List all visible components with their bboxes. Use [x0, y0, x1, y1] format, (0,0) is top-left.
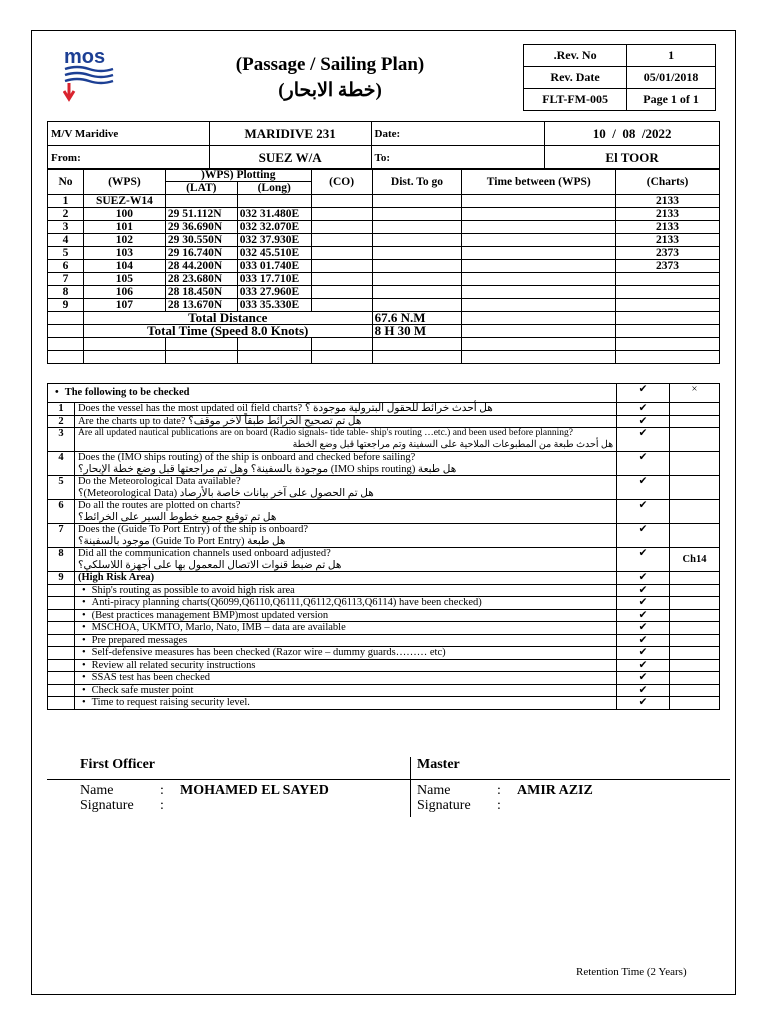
table-cell [670, 476, 720, 500]
table-cell [670, 672, 720, 685]
table-row [48, 247, 720, 260]
table-cell [616, 338, 720, 351]
table-cell: • Check safe muster point [74, 684, 616, 697]
table-cell [48, 584, 75, 597]
table-cell: Does the vessel has the most updated oil field charts? هل أحدث خرائط للحقول البترولية موجودة ؟ [74, 403, 616, 416]
table-cell: 29 30.550N [165, 234, 237, 247]
total-distance-label: Total Distance [83, 312, 372, 325]
master-name: AMIR AZIZ [517, 783, 593, 798]
table-cell [311, 247, 372, 260]
table-cell [670, 524, 720, 548]
cross-icon: × [670, 384, 720, 403]
table-cell: 3 [48, 428, 75, 452]
table-cell [311, 195, 372, 208]
check-icon: ✔ [617, 403, 670, 416]
table-cell [670, 622, 720, 635]
table-cell [372, 208, 462, 221]
col-plotting: )WPS) Plotting [165, 169, 311, 182]
table-cell: 2133 [616, 195, 720, 208]
voyage-info-table [47, 121, 720, 170]
table-cell: SUEZ-W14 [83, 195, 165, 208]
rev-value: Page 1 of 1 [627, 89, 716, 111]
table-row [48, 260, 720, 273]
table-row [48, 195, 720, 208]
check-icon: ✔ [617, 500, 670, 524]
retention-note: Retention Time (2 Years) [576, 966, 687, 978]
table-cell: Does the (IMO ships routing) of the ship is onboard and checked before sailing? هل طبعة (IMO ships routing) موجودة بالسفينة؟ وهل تم مراجعتها قبل وضع خطة الإبحار؟ [74, 452, 616, 476]
total-distance-value: 67.6 N.M [372, 312, 462, 325]
table-cell: 106 [83, 286, 165, 299]
table-row [48, 286, 720, 299]
waypoint-table [47, 168, 720, 364]
table-cell: 033 27.960E [237, 286, 311, 299]
table-cell [616, 286, 720, 299]
table-cell [48, 647, 75, 660]
col-long: (Long) [237, 182, 311, 195]
check-icon: ✔ [617, 428, 670, 452]
rev-value: 05/01/2018 [627, 67, 716, 89]
master-block: Master Name : AMIR AZIZ Signature : [417, 757, 593, 813]
table-cell: 2373 [616, 247, 720, 260]
table-cell [670, 609, 720, 622]
rev-value: 1 [627, 45, 716, 67]
total-time-value: 8 H 30 M [372, 325, 462, 338]
col-no: No [48, 169, 84, 195]
table-cell: Did all the communication channels used onboard adjusted? هل تم ضبط قنوات الاتصال المعمول بها على أجهزة اللاسلكي؟ [74, 548, 616, 572]
table-cell [670, 659, 720, 672]
table-cell: 8 [48, 286, 84, 299]
table-cell [372, 247, 462, 260]
table-cell [83, 338, 165, 351]
from-label: From: [48, 146, 210, 170]
table-cell [165, 351, 237, 364]
table-cell: 104 [83, 260, 165, 273]
table-cell: 5 [48, 247, 84, 260]
table-cell [616, 299, 720, 312]
risk-item [48, 622, 720, 635]
table-cell: ✔ [617, 647, 670, 660]
table-cell: • (Best practices management BMP)most updated version [74, 609, 616, 622]
table-cell: 107 [83, 299, 165, 312]
table-cell: 5 [48, 476, 75, 500]
table-cell [48, 597, 75, 610]
table-cell: 033 01.740E [237, 260, 311, 273]
table-cell: 1 [48, 195, 84, 208]
table-cell [670, 684, 720, 697]
table-cell [48, 609, 75, 622]
table-cell: • Ship's routing as possible to avoid high risk area [74, 584, 616, 597]
table-cell [48, 672, 75, 685]
check-icon: ✔ [617, 572, 670, 585]
table-cell [311, 351, 372, 364]
table-cell: 032 31.480E [237, 208, 311, 221]
table-cell: 1 [48, 403, 75, 416]
table-cell: ✔ [617, 609, 670, 622]
table-cell: 6 [48, 260, 84, 273]
risk-item [48, 597, 720, 610]
checklist-item [48, 524, 720, 548]
table-row [48, 234, 720, 247]
page-title [170, 52, 490, 104]
table-cell [165, 338, 237, 351]
first-officer-title: First Officer [80, 757, 156, 772]
table-cell [670, 415, 720, 428]
table-cell [616, 325, 720, 338]
table-cell: 2373 [616, 260, 720, 273]
risk-item [48, 609, 720, 622]
table-cell: 4 [48, 452, 75, 476]
table-cell [83, 351, 165, 364]
table-cell [462, 338, 616, 351]
table-cell [462, 351, 616, 364]
table-cell [670, 634, 720, 647]
risk-item [48, 697, 720, 710]
table-cell: 28 23.680N [165, 273, 237, 286]
risk-item [48, 684, 720, 697]
first-officer-block: First Officer Name : MOHAMED EL SAYED Signature : [80, 757, 329, 813]
table-cell [311, 260, 372, 273]
table-cell: 29 51.112N [165, 208, 237, 221]
table-cell [670, 500, 720, 524]
table-cell [311, 286, 372, 299]
rev-label: .Rev. No [524, 45, 627, 67]
table-cell [311, 273, 372, 286]
table-cell: Are the charts up to date? هل تم تصحيح الخرائط طبقاً لآخر موقف؟ [74, 415, 616, 428]
risk-item [48, 672, 720, 685]
table-cell [372, 338, 462, 351]
table-cell [462, 299, 616, 312]
rev-label: Rev. Date [524, 67, 627, 89]
table-cell: 6 [48, 500, 75, 524]
table-cell: Do the Meteorological Data available? هل تم الحصول على آخر بيانات خاصة بالأرصاد (Meteorological Data)؟ [74, 476, 616, 500]
table-cell: 8 [48, 548, 75, 572]
table-cell [670, 697, 720, 710]
table-cell [670, 452, 720, 476]
table-cell: 28 13.670N [165, 299, 237, 312]
col-charts: (Charts) [616, 169, 720, 195]
table-cell: Do all the routes are plotted on charts? هل تم توقيع جميع خطوط السير على الخرائط؟ [74, 500, 616, 524]
checklist-item [48, 452, 720, 476]
risk-item [48, 634, 720, 647]
table-cell: (High Risk Area) [74, 572, 616, 585]
vessel-name: MARIDIVE 231 [209, 122, 371, 146]
table-cell: 2 [48, 415, 75, 428]
table-cell [48, 312, 84, 325]
table-cell [670, 597, 720, 610]
to-label: To: [371, 146, 545, 170]
table-cell [311, 221, 372, 234]
logo-text: mos [64, 46, 106, 68]
check-icon: ✔ [617, 548, 670, 572]
table-cell [462, 260, 616, 273]
check-icon: ✔ [617, 452, 670, 476]
table-cell [462, 286, 616, 299]
table-cell [311, 299, 372, 312]
total-time-row [48, 325, 720, 338]
table-cell: ✔ [617, 697, 670, 710]
col-lat: (LAT) [165, 182, 237, 195]
table-cell [372, 221, 462, 234]
checklist-item [48, 428, 720, 452]
table-cell [462, 221, 616, 234]
table-cell [237, 195, 311, 208]
table-cell: • Pre prepared messages [74, 634, 616, 647]
table-cell [48, 634, 75, 647]
table-cell: ✔ [617, 622, 670, 635]
checklist-item [48, 500, 720, 524]
col-wps: (WPS) [83, 169, 165, 195]
table-cell [48, 622, 75, 635]
table-cell [237, 351, 311, 364]
table-cell: 033 17.710E [237, 273, 311, 286]
table-cell: Ch14 [670, 548, 720, 572]
to-value: El TOOR [545, 146, 720, 170]
table-cell: • SSAS test has been checked [74, 672, 616, 685]
table-cell: ✔ [617, 672, 670, 685]
table-cell [48, 659, 75, 672]
table-cell: • Self-defensive measures has been checked (Razor wire – dummy guards……… etc) [74, 647, 616, 660]
checklist-item [48, 548, 720, 572]
col-co: (CO) [311, 169, 372, 195]
revision-table [523, 44, 716, 111]
table-cell: Does the (Guide To Port Entry) of the ship is onboard? هل طبعة (Guide To Port Entry) موجود بالسفينة؟ [74, 524, 616, 548]
table-cell [670, 572, 720, 585]
table-cell [372, 234, 462, 247]
table-cell [616, 312, 720, 325]
table-cell: 28 44.200N [165, 260, 237, 273]
table-cell: 2133 [616, 208, 720, 221]
table-cell: 29 16.740N [165, 247, 237, 260]
table-cell: • Time to request raising security level. [74, 697, 616, 710]
from-value: SUEZ W/A [209, 146, 371, 170]
table-cell: 105 [83, 273, 165, 286]
risk-heading-row [48, 572, 720, 585]
table-cell [311, 208, 372, 221]
table-cell: 3 [48, 221, 84, 234]
title-english: (Passage / Sailing Plan) [235, 54, 425, 75]
table-cell [48, 325, 84, 338]
table-cell: 7 [48, 273, 84, 286]
table-cell [48, 351, 84, 364]
table-cell: 032 37.930E [237, 234, 311, 247]
table-cell: ✔ [617, 684, 670, 697]
table-cell [372, 195, 462, 208]
table-cell: 100 [83, 208, 165, 221]
table-row [48, 221, 720, 234]
mos-logo-icon [63, 45, 123, 105]
table-cell: 101 [83, 221, 165, 234]
table-cell [670, 584, 720, 597]
check-icon: ✔ [617, 384, 670, 403]
risk-item [48, 659, 720, 672]
col-time: Time between (WPS) [462, 169, 616, 195]
check-icon: ✔ [617, 476, 670, 500]
table-cell [311, 234, 372, 247]
checklist-item [48, 415, 720, 428]
risk-item [48, 584, 720, 597]
table-row [48, 208, 720, 221]
table-cell [311, 338, 372, 351]
table-cell [670, 428, 720, 452]
first-officer-name: MOHAMED EL SAYED [180, 783, 329, 798]
table-cell: ✔ [617, 634, 670, 647]
rev-label: FLT-FM-005 [524, 89, 627, 111]
table-cell [237, 338, 311, 351]
table-cell: 2133 [616, 221, 720, 234]
table-cell [462, 312, 616, 325]
table-cell [462, 234, 616, 247]
table-cell: ✔ [617, 584, 670, 597]
checklist-item [48, 403, 720, 416]
title-arabic: (خطة الابحار) [278, 80, 382, 101]
table-cell [462, 273, 616, 286]
table-cell [616, 351, 720, 364]
table-cell [670, 403, 720, 416]
table-cell [165, 195, 237, 208]
table-cell [372, 351, 462, 364]
table-cell: 7 [48, 524, 75, 548]
check-icon: ✔ [617, 524, 670, 548]
table-cell [48, 684, 75, 697]
table-cell [372, 286, 462, 299]
table-cell: 2133 [616, 234, 720, 247]
table-cell: 032 32.070E [237, 221, 311, 234]
table-cell [372, 260, 462, 273]
table-row [48, 273, 720, 286]
total-time-label: Total Time (Speed 8.0 Knots) [83, 325, 372, 338]
table-cell [372, 273, 462, 286]
check-icon: ✔ [617, 415, 670, 428]
table-cell: 102 [83, 234, 165, 247]
checklist-heading: • The following to be checked [48, 384, 617, 403]
risk-item [48, 647, 720, 660]
table-cell: 032 45.510E [237, 247, 311, 260]
checklist-item [48, 476, 720, 500]
table-cell: 28 18.450N [165, 286, 237, 299]
col-dist: Dist. To go [372, 169, 462, 195]
table-cell: 4 [48, 234, 84, 247]
table-cell: • MSCHOA, UKMTO, Marlo, Nato, IMB – data are available [74, 622, 616, 635]
table-cell [462, 325, 616, 338]
table-cell: ✔ [617, 597, 670, 610]
date-value: 10 / 08 /2022 [545, 122, 720, 146]
table-cell: Are all updated nautical publications are on board (Radio signals- tide table- ship's routing …etc.) and been used before planning? هل أحدث طبعة من المطبوعات الملاحية على السفينة وتم مراجعتها قبل وضع الخطة [74, 428, 616, 452]
table-cell: 033 35.330E [237, 299, 311, 312]
vessel-label: M/V Maridive [48, 122, 210, 146]
table-cell [48, 697, 75, 710]
table-cell: 2 [48, 208, 84, 221]
table-cell: 29 36.690N [165, 221, 237, 234]
table-cell: 9 [48, 572, 75, 585]
checklist-table [47, 383, 720, 710]
table-cell [670, 647, 720, 660]
table-cell: • Review all related security instructions [74, 659, 616, 672]
table-cell [462, 195, 616, 208]
date-label: Date: [371, 122, 545, 146]
table-cell: ✔ [617, 659, 670, 672]
table-cell: 103 [83, 247, 165, 260]
table-cell [462, 208, 616, 221]
table-cell [462, 247, 616, 260]
table-cell: • Anti-piracy planning charts(Q6099,Q6110,Q6111,Q6112,Q6113,Q6114) have been checked) [74, 597, 616, 610]
table-cell [48, 338, 84, 351]
master-title: Master [417, 757, 460, 772]
table-cell [616, 273, 720, 286]
signature-divider [410, 757, 411, 817]
table-cell: 9 [48, 299, 84, 312]
